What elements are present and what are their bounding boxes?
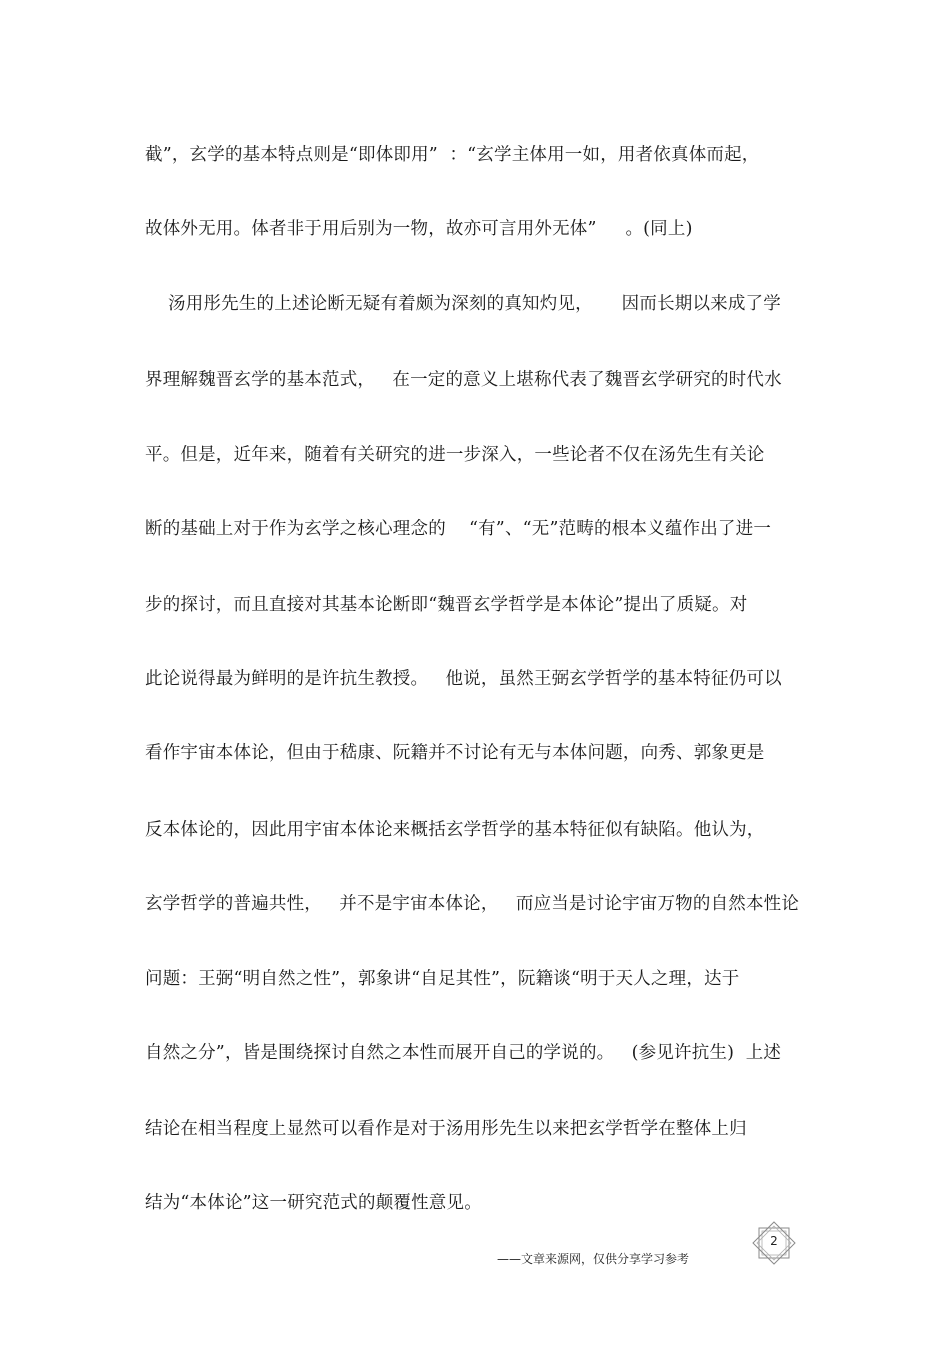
body-line-8: 此论说得最为鲜明的是许抗生教授。 他说，虽然王弼玄学哲学的基本特征仍可以 xyxy=(145,669,782,689)
body-line-10: 反本体论的，因此用宇宙本体论来概括玄学哲学的基本特征似有缺陷。他认为， xyxy=(145,820,765,840)
body-line-15: 结为“本体论”这一研究范式的颠覆性意见。 xyxy=(145,1193,482,1213)
page-number: 2 xyxy=(770,1234,778,1248)
footer-note: ——文章来源网，仅供分享学习参考 xyxy=(497,1252,690,1266)
body-line-13: 自然之分”，皆是围绕探讨自然之本性而展开自己的学说的。 (参见许抗生) 上述 xyxy=(145,1043,782,1063)
body-line-4: 界理解魏晋玄学的基本范式， 在一定的意义上堪称代表了魏晋玄学研究的时代水 xyxy=(145,370,782,390)
body-line-6: 断的基础上对于作为玄学之核心理念的 “有”、“无”范畴的根本义蕴作出了进一 xyxy=(145,519,772,539)
body-line-3: 汤用彤先生的上述论断无疑有着颇为深刻的真知灼见， 因而长期以来成了学 xyxy=(145,294,781,314)
body-line-1: 截”，玄学的基本特点则是“即体即用” ：“玄学主体用一如，用者依真体而起， xyxy=(145,145,760,165)
body-line-11: 玄学哲学的普遍共性， 并不是宇宙本体论， 而应当是讨论宇宙万物的自然本性论 xyxy=(145,894,800,914)
body-line-14: 结论在相当程度上显然可以看作是对于汤用彤先生以来把玄学哲学在整体上归 xyxy=(145,1119,747,1139)
page-number-badge xyxy=(750,1221,798,1265)
body-line-12: 问题：王弼“明自然之性”，郭象讲“自足其性”，阮籍谈“明于天人之理，达于 xyxy=(145,969,740,989)
body-line-2: 故体外无用。体者非于用后别为一物，故亦可言用外无体” 。(同上) xyxy=(145,219,693,239)
body-line-9: 看作宇宙本体论，但由于嵇康、阮籍并不讨论有无与本体问题，向秀、郭象更是 xyxy=(145,743,765,763)
body-line-5: 平。但是，近年来，随着有关研究的进一步深入，一些论者不仅在汤先生有关论 xyxy=(145,445,765,465)
body-line-7: 步的探讨，而且直接对其基本论断即“魏晋玄学哲学是本体论”提出了质疑。对 xyxy=(145,595,748,615)
